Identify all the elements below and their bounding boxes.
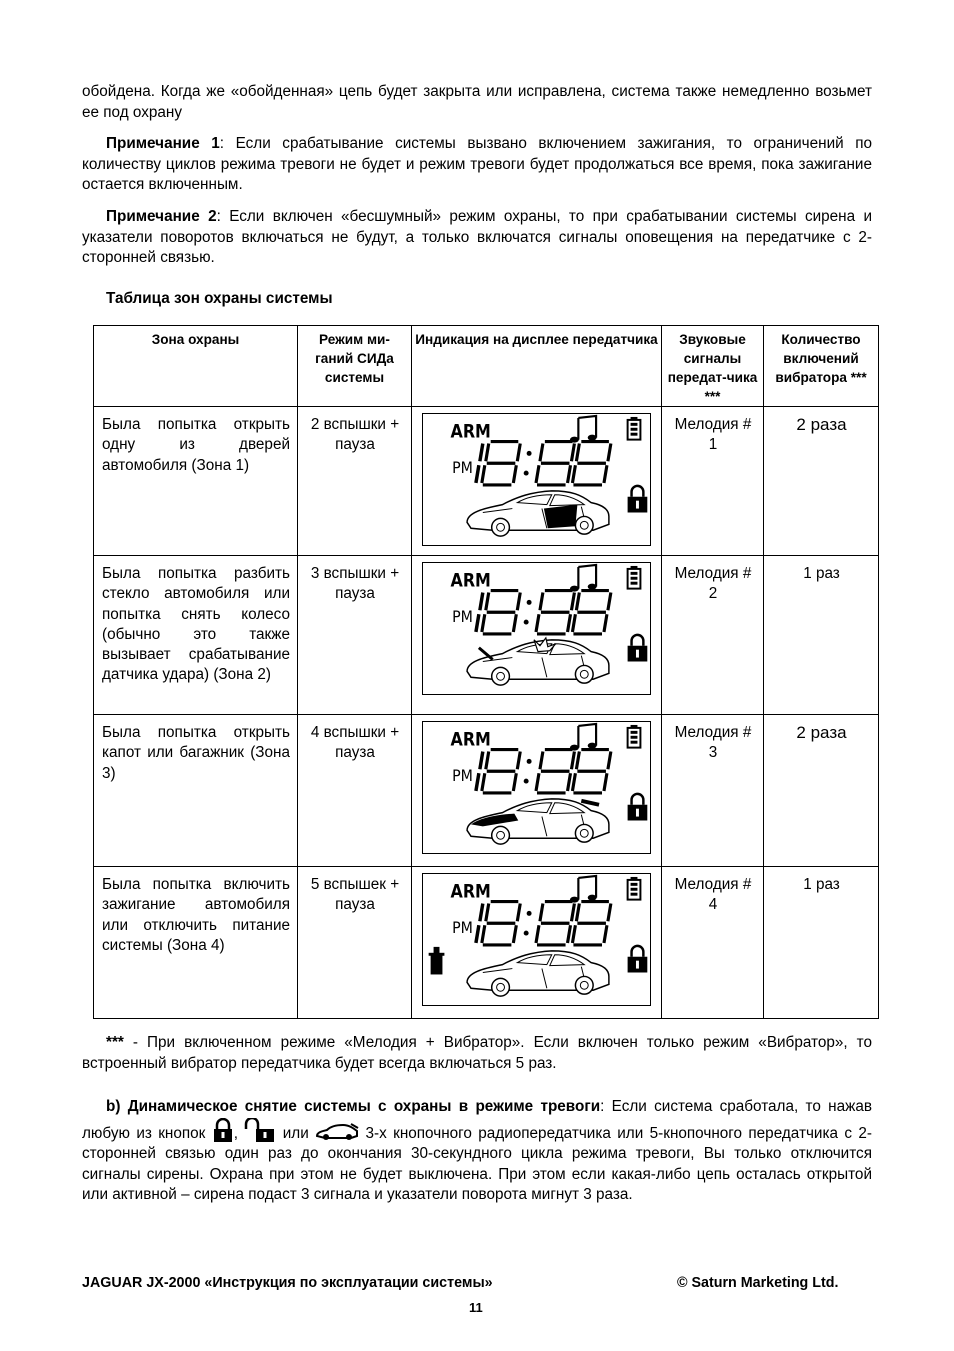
lcd-door-image <box>422 413 651 546</box>
led-cell: 3 вспышки + пауза <box>298 556 412 715</box>
sound-cell: Мелодия # 1 <box>662 407 764 556</box>
note2-label: Примечание 2 <box>106 208 217 225</box>
table-row <box>94 407 879 556</box>
header-led: Режим ми-ганий СИДа системы <box>298 326 412 407</box>
zone-cell: Была попытка разбить стекло автомобиля или попытка снять колесо (обычно это также вызывает срабатывание датчика удара) (Зона 2) <box>94 556 298 715</box>
table-header-row <box>94 326 879 407</box>
table-row <box>94 867 879 1019</box>
footnote-paragraph: *** - При включенном режиме «Мелодия + Вибратор». Если включен только режим «Вибратор», то встроенный вибратор передатчика будет всегда включаться 5 раз. <box>82 1034 872 1072</box>
led-cell: 5 вспышек + пауза <box>298 867 412 1019</box>
table-caption: Таблица зон охраны системы <box>106 290 333 307</box>
note1-paragraph: Примечание 1: Если срабатывание системы вызвано включением зажигания, то ограничений по количеству циклов режима тревоги не будет и режим тревоги будет продолжаться все время, пока зажигание остается включенным. <box>82 135 873 193</box>
vibro-cell: 2 раза <box>764 715 879 867</box>
vibro-cell: 1 раз <box>764 867 879 1019</box>
lock-closed-icon <box>212 1118 234 1142</box>
page-number: 11 <box>469 1300 483 1315</box>
lcd-glass-wheel-image <box>422 562 651 695</box>
header-zone: Зона охраны <box>94 326 298 407</box>
footer-copyright: © Saturn Marketing Ltd. <box>677 1275 839 1291</box>
display-cell <box>412 715 662 867</box>
footnote-stars: *** <box>106 1034 124 1051</box>
display-cell <box>412 407 662 556</box>
zones-table <box>93 325 879 1019</box>
zone-cell: Была попытка открыть одну из дверей автомобиля (Зона 1) <box>94 407 298 556</box>
note1-label: Примечание 1 <box>106 135 220 152</box>
lock-open-icon <box>244 1118 276 1142</box>
car-trunk-icon <box>315 1122 359 1142</box>
lcd-hood-trunk-image <box>422 721 651 854</box>
header-vibro: Количество включений вибратора *** <box>764 326 879 407</box>
section-b-paragraph: b) Динамическое снятие системы с охраны в режиме тревоги: Если система сработала, то нажав любую из кнопок , или 3-х кнопочного радиопередатчика или 5-кнопочного передатчика с 2-сторонней связью один раз до окончания 30-секундного цикла режима тревоги, Вы только отключится сигналы сирены. Охрана при этом не будет выключена. При этом если какая-либо цепь осталась открытой или активной – сирена подаст 3 сигнала и указатели поворота мигнут 3 раза. <box>82 1098 873 1203</box>
led-cell: 2 вспышки + пауза <box>298 407 412 556</box>
header-display: Индикация на дисплее передатчика <box>412 326 662 407</box>
footer-title: JAGUAR JX-2000 «Инструкция по эксплуатации системы» <box>82 1275 493 1291</box>
vibro-cell: 1 раз <box>764 556 879 715</box>
display-cell <box>412 556 662 715</box>
led-cell: 4 вспышки + пауза <box>298 715 412 867</box>
table-row <box>94 556 879 715</box>
sound-cell: Мелодия # 3 <box>662 715 764 867</box>
intro-paragraph: обойдена. Когда же «обойденная» цепь будет закрыта или исправлена, система также немедленно возьмет ее под охрану <box>82 83 872 121</box>
vibro-cell: 2 раза <box>764 407 879 556</box>
section-b-label: b) Динамическое снятие системы с охраны в режиме тревоги <box>106 1098 601 1115</box>
zone-cell: Была попытка открыть капот или багажник (Зона 3) <box>94 715 298 867</box>
note2-paragraph: Примечание 2: Если включен «бесшумный» режим охраны, то при срабатывании системы сирена и указатели поворотов включаться не будут, а только включатся сигналы оповещения на передатчике с 2-сторонней связью. <box>82 208 873 266</box>
zone-cell: Была попытка включить зажигание автомобиля или отключить питание системы (Зона 4) <box>94 867 298 1019</box>
header-sound: Звуковые сигналы передат-чика *** <box>662 326 764 407</box>
display-cell <box>412 867 662 1019</box>
sound-cell: Мелодия # 2 <box>662 556 764 715</box>
lcd-ignition-image <box>422 873 651 1006</box>
sound-cell: Мелодия # 4 <box>662 867 764 1019</box>
table-row <box>94 715 879 867</box>
